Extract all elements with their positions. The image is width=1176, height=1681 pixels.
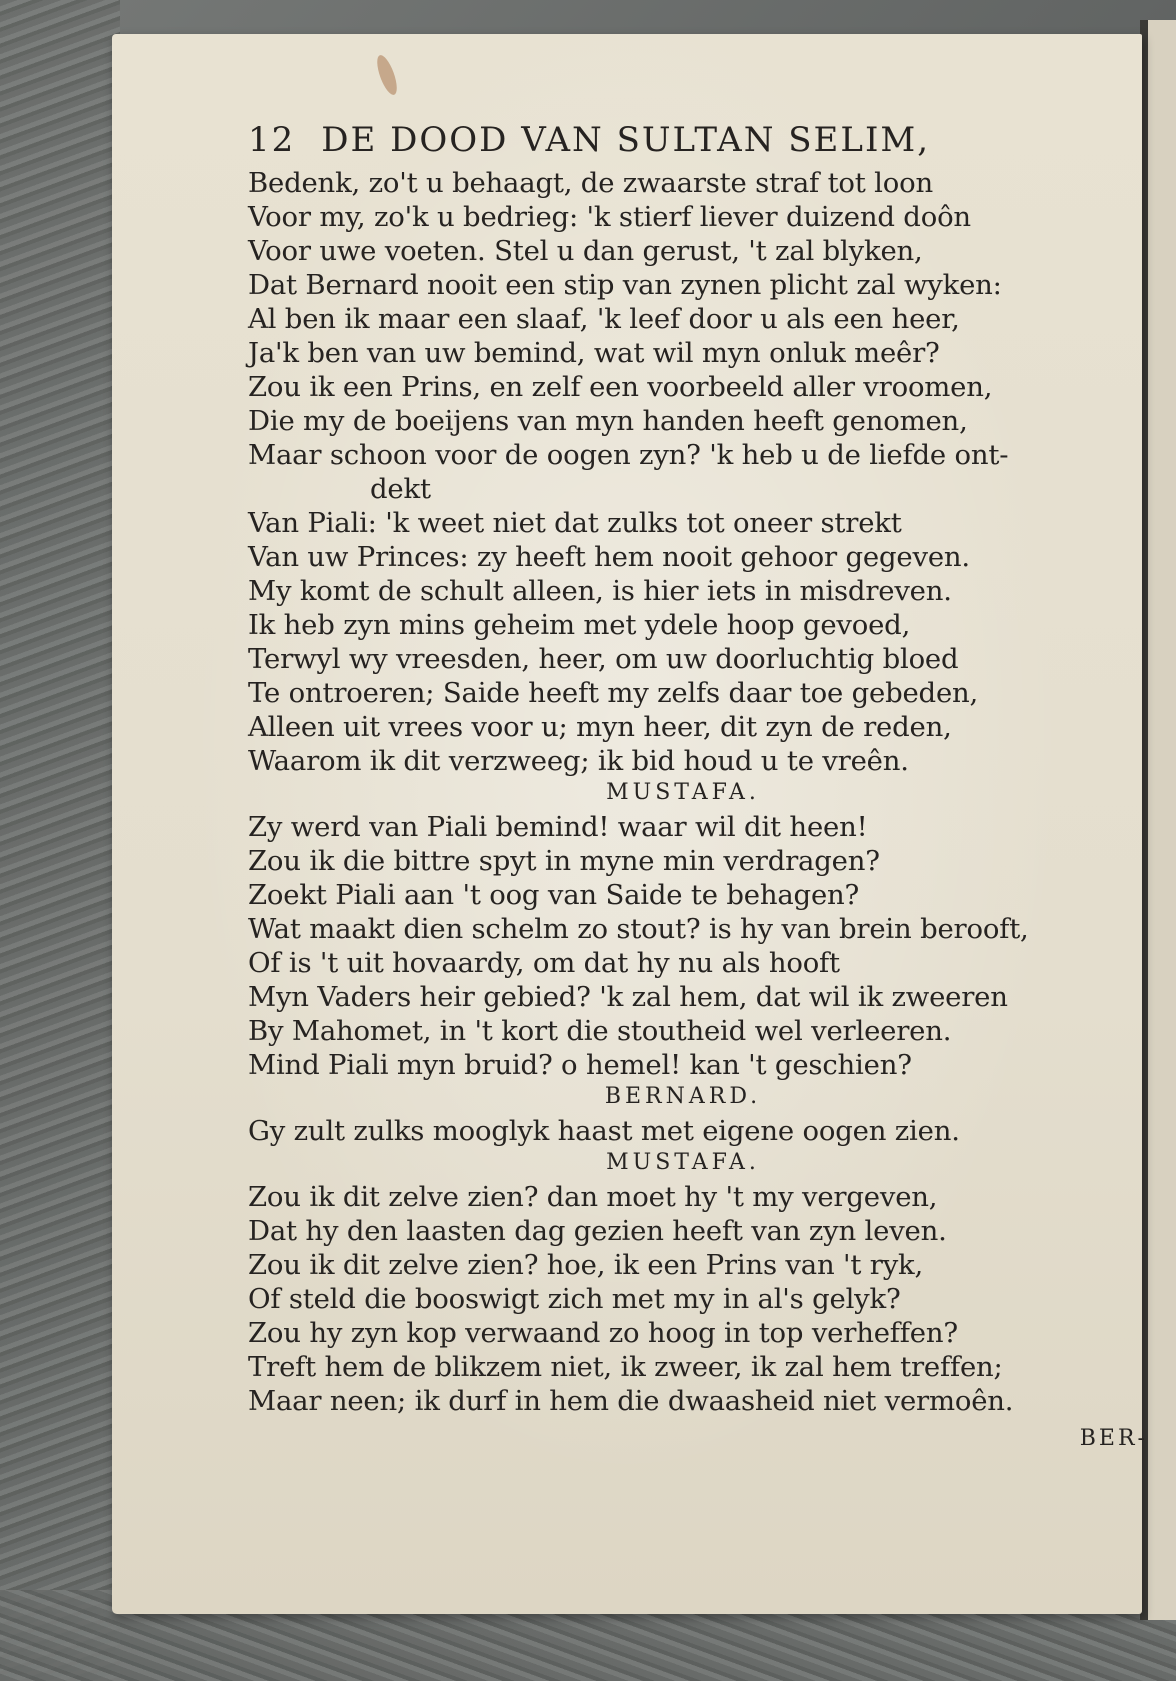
verse-line: Voor my, zo'k u bedrieg: 'k stierf liever duizend doôn	[248, 201, 971, 233]
verse-line: Al ben ik maar een slaaf, 'k leef door u als een heer,	[248, 303, 960, 335]
catchword: BER-	[1079, 1426, 1148, 1451]
verse-line: Alleen uit vrees voor u; myn heer, dit zyn de reden,	[248, 711, 952, 743]
verse-line: Waarom ik dit verzweeg; ik bid houd u te vreên.	[248, 745, 909, 777]
verse-line: Gy zult zulks mooglyk haast met eigene oogen zien.	[248, 1115, 960, 1147]
verse-line: Zou ik dit zelve zien? dan moet hy 't my vergeven,	[248, 1181, 938, 1213]
verse-line: By Mahomet, in 't kort die stoutheid wel verleeren.	[248, 1015, 952, 1047]
speaker-heading: MUSTAFA.	[606, 1150, 760, 1175]
running-title: DE DOOD VAN SULTAN SELIM,	[321, 120, 931, 160]
verse-line: Bedenk, zo't u behaagt, de zwaarste straf tot loon	[248, 167, 933, 199]
verse-line: Zou hy zyn kop verwaand zo hoog in top verheffen?	[248, 1317, 958, 1349]
background-cloth	[0, 0, 120, 1681]
verse-line: Dat Bernard nooit een stip van zynen plicht zal wyken:	[248, 269, 1002, 301]
verse-line: Mind Piali myn bruid? o hemel! kan 't geschien?	[248, 1049, 912, 1081]
paper-stain	[373, 53, 401, 97]
speaker-heading: MUSTAFA.	[606, 780, 760, 805]
verse-line: Myn Vaders heir gebied? 'k zal hem, dat wil ik zweeren	[248, 981, 1008, 1013]
verse-line: Of is 't uit hovaardy, om dat hy nu als hooft	[248, 947, 840, 979]
running-header	[248, 120, 1118, 166]
adjacent-page-edge	[1140, 20, 1176, 1620]
verse-line: Wat maakt dien schelm zo stout? is hy van brein berooft,	[248, 913, 1029, 945]
verse-line: Van Piali: 'k weet niet dat zulks tot oneer strekt	[248, 507, 902, 539]
verse-line: My komt de schult alleen, is hier iets in misdreven.	[248, 575, 952, 607]
verse-line-continuation: dekt	[370, 473, 431, 505]
verse-line: Zy werd van Piali bemind! waar wil dit heen!	[248, 811, 868, 843]
verse-line: Maar neen; ik durf in hem die dwaasheid niet vermoên.	[248, 1385, 1014, 1417]
verse-line: Terwyl wy vreesden, heer, om uw doorluchtig bloed	[248, 643, 959, 675]
verse-line: Te ontroeren; Saide heeft my zelfs daar toe gebeden,	[248, 677, 979, 709]
verse-line: Zou ik die bittre spyt in myne min verdragen?	[248, 845, 880, 877]
speaker-heading: BERNARD.	[604, 1084, 762, 1109]
verse-line: Zou ik een Prins, en zelf een voorbeeld aller vroomen,	[248, 371, 993, 403]
verse-line: Ik heb zyn mins geheim met ydele hoop gevoed,	[248, 609, 911, 641]
verse-line: Ja'k ben van uw bemind, wat wil myn onluk meêr?	[248, 337, 940, 369]
verse-line: Zoekt Piali aan 't oog van Saide te behagen?	[248, 879, 860, 911]
verse-line: Of steld die booswigt zich met my in al's gelyk?	[248, 1283, 901, 1315]
verse-line: Van uw Princes: zy heeft hem nooit gehoor gegeven.	[248, 541, 970, 573]
verse-line: Maar schoon voor de oogen zyn? 'k heb u de liefde ont-	[248, 439, 1009, 471]
verse-line: Dat hy den laasten dag gezien heeft van zyn leven.	[248, 1215, 947, 1247]
verse-line: Zou ik dit zelve zien? hoe, ik een Prins van 't ryk,	[248, 1249, 924, 1281]
verse-line: Voor uwe voeten. Stel u dan gerust, 't zal blyken,	[248, 235, 923, 267]
page-number: 12	[248, 120, 296, 160]
verse-line: Die my de boeijens van myn handen heeft genomen,	[248, 405, 968, 437]
verse-line: Treft hem de blikzem niet, ik zweer, ik zal hem treffen;	[248, 1351, 1003, 1383]
